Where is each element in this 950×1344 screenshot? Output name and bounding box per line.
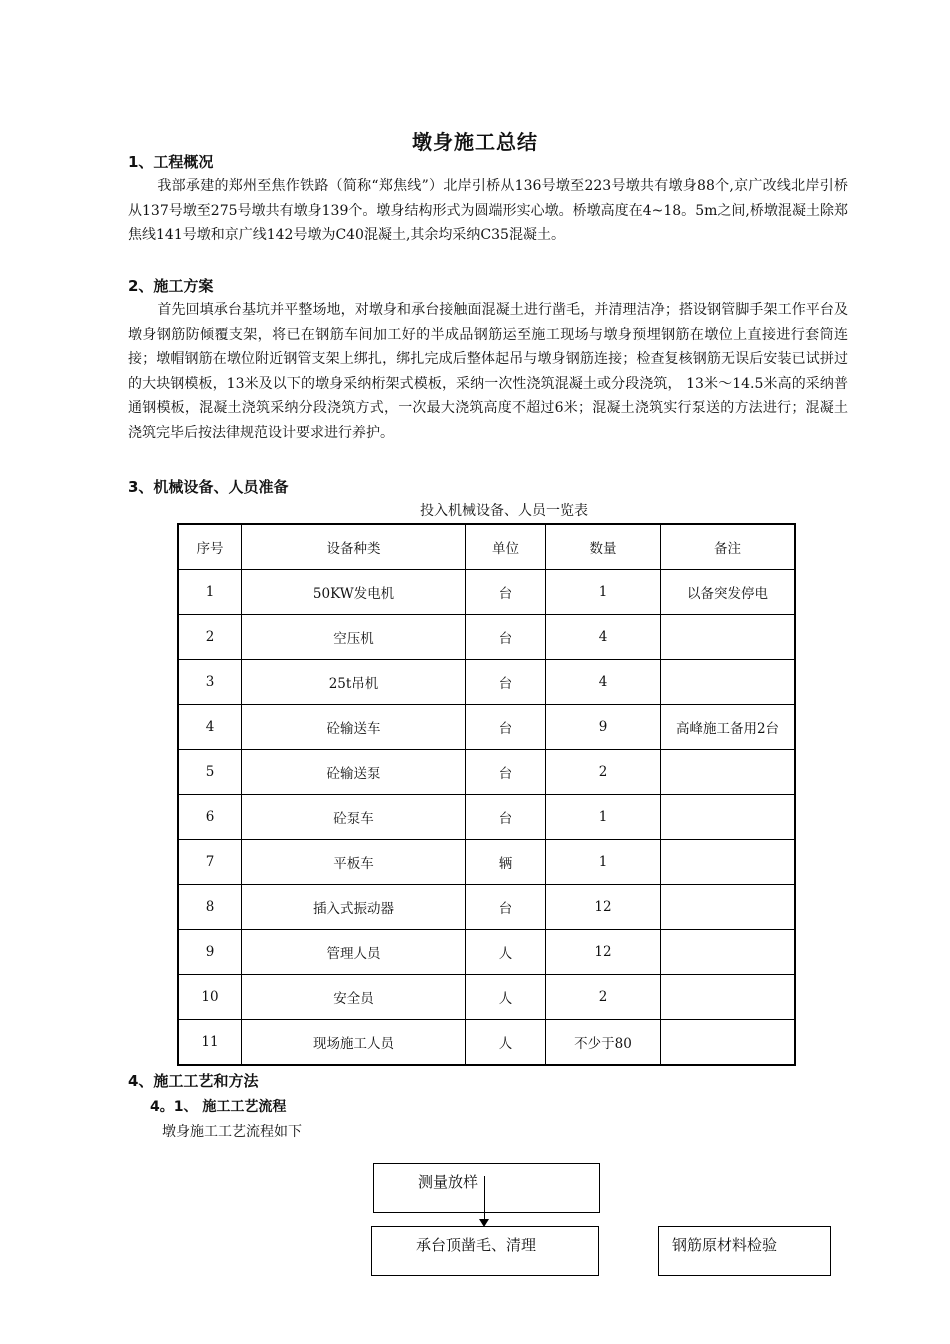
cell-index: 4 (178, 705, 242, 750)
cell-type: 安全员 (242, 975, 466, 1020)
table-body (178, 570, 795, 1066)
cell-unit: 台 (466, 615, 546, 660)
cell-type: 砼输送车 (242, 705, 466, 750)
table-row (178, 660, 795, 705)
cell-qty: 4 (546, 615, 661, 660)
section-3-heading: 3、机械设备、人员准备 (128, 478, 289, 496)
cell-note: 以备突发停电 (661, 570, 796, 615)
cell-note (661, 750, 796, 795)
cell-qty: 12 (546, 885, 661, 930)
cell-type: 砼输送泵 (242, 750, 466, 795)
cell-index: 9 (178, 930, 242, 975)
section-2-heading: 2、施工方案 (128, 277, 214, 295)
cell-qty: 1 (546, 570, 661, 615)
table-row (178, 705, 795, 750)
cell-note (661, 975, 796, 1020)
table-row (178, 795, 795, 840)
cell-type: 现场施工人员 (242, 1020, 466, 1066)
col-header-note: 备注 (661, 524, 796, 570)
cell-note (661, 1020, 796, 1066)
table-row (178, 615, 795, 660)
cell-qty: 1 (546, 795, 661, 840)
cell-index: 7 (178, 840, 242, 885)
flow-step-chiseling (371, 1226, 599, 1276)
cell-note (661, 885, 796, 930)
cell-unit: 辆 (466, 840, 546, 885)
table-row (178, 1020, 795, 1066)
cell-qty: 9 (546, 705, 661, 750)
table-caption: 投入机械设备、人员一览表 (420, 503, 588, 519)
table-row (178, 975, 795, 1020)
table-row (178, 930, 795, 975)
cell-unit: 台 (466, 705, 546, 750)
equipment-table (177, 523, 796, 1066)
cell-index: 5 (178, 750, 242, 795)
cell-index: 2 (178, 615, 242, 660)
col-header-qty: 数量 (546, 524, 661, 570)
table-row (178, 885, 795, 930)
cell-note (661, 615, 796, 660)
cell-index: 8 (178, 885, 242, 930)
col-header-unit: 单位 (466, 524, 546, 570)
cell-note (661, 930, 796, 975)
cell-qty: 1 (546, 840, 661, 885)
cell-index: 1 (178, 570, 242, 615)
cell-note: 高峰施工备用2台 (661, 705, 796, 750)
section-4-text: 墩身施工工艺流程如下 (162, 1124, 302, 1140)
table-row (178, 840, 795, 885)
cell-unit: 台 (466, 885, 546, 930)
flow-step-chiseling-label: 承台顶凿毛、清理 (416, 1236, 537, 1254)
section-1-heading: 1、工程概况 (128, 153, 214, 171)
cell-unit: 台 (466, 660, 546, 705)
cell-unit: 台 (466, 570, 546, 615)
cell-type: 平板车 (242, 840, 466, 885)
col-header-type: 设备种类 (242, 524, 466, 570)
cell-note (661, 795, 796, 840)
section-4-heading: 4、施工工艺和方法 (128, 1072, 259, 1090)
table-row (178, 750, 795, 795)
document-title: 墩身施工总结 (412, 130, 538, 154)
cell-type: 50KW发电机 (242, 570, 466, 615)
cell-unit: 人 (466, 930, 546, 975)
cell-note (661, 840, 796, 885)
cell-type: 25t吊机 (242, 660, 466, 705)
cell-unit: 人 (466, 1020, 546, 1066)
flow-arrow-line (484, 1176, 485, 1222)
cell-qty: 2 (546, 975, 661, 1020)
cell-type: 空压机 (242, 615, 466, 660)
cell-qty: 不少于80 (546, 1020, 661, 1066)
flow-step-rebar-inspection (658, 1226, 831, 1276)
cell-note (661, 660, 796, 705)
section-4-1-heading: 4。1、 施工工艺流程 (150, 1099, 287, 1115)
table-header-row (178, 524, 795, 570)
cell-type: 插入式振动器 (242, 885, 466, 930)
cell-index: 3 (178, 660, 242, 705)
cell-index: 6 (178, 795, 242, 840)
table-row (178, 570, 795, 615)
cell-qty: 4 (546, 660, 661, 705)
cell-type: 管理人员 (242, 930, 466, 975)
cell-index: 10 (178, 975, 242, 1020)
cell-qty: 2 (546, 750, 661, 795)
cell-unit: 台 (466, 750, 546, 795)
cell-index: 11 (178, 1020, 242, 1066)
cell-qty: 12 (546, 930, 661, 975)
cell-unit: 人 (466, 975, 546, 1020)
flow-step-survey (373, 1163, 600, 1213)
flow-arrow-head (479, 1219, 489, 1227)
section-1-text: 我部承建的郑州至焦作铁路（简称“郑焦线”）北岸引桥从136号墩至223号墩共有墩身88个,京广改线北岸引桥从137号墩至275号墩共有墩身139个。墩身结构形式为圆端形实心墩。桥墩高度在4~18。5m之间,桥墩混凝土除郑焦线141号墩和京广线142号墩为C40混凝土,其余均采纳C35混凝土。 (128, 178, 848, 243)
cell-unit: 台 (466, 795, 546, 840)
section-2-text: 首先回填承台基坑并平整场地，对墩身和承台接触面混凝土进行凿毛，并清理洁净；搭设钢管脚手架工作平台及墩身钢筋防倾覆支架，将已在钢筋车间加工好的半成品钢筋运至施工现场与墩身预埋钢筋在墩位上直接进行套筒连接；墩帽钢筋在墩位附近钢管支架上绑扎，绑扎完成后整体起吊与墩身钢筋连接；检查复核钢筋无误后安装已试拼过的大块钢模板，13米及以下的墩身采纳桁架式模板，采纳一次性浇筑混凝土或分段浇筑， 13米～14.5米高的采纳普通钢模板，混凝土浇筑采纳分段浇筑方式，一次最大浇筑高度不超过6米；混凝土浇筑实行泵送的方法进行；混凝土浇筑完毕后按法律规范设计要求进行养护。 (128, 302, 848, 441)
cell-type: 砼泵车 (242, 795, 466, 840)
flow-step-rebar-inspection-label: 钢筋原材料检验 (672, 1236, 778, 1254)
flow-step-survey-label: 测量放样 (418, 1173, 479, 1191)
col-header-index: 序号 (178, 524, 242, 570)
